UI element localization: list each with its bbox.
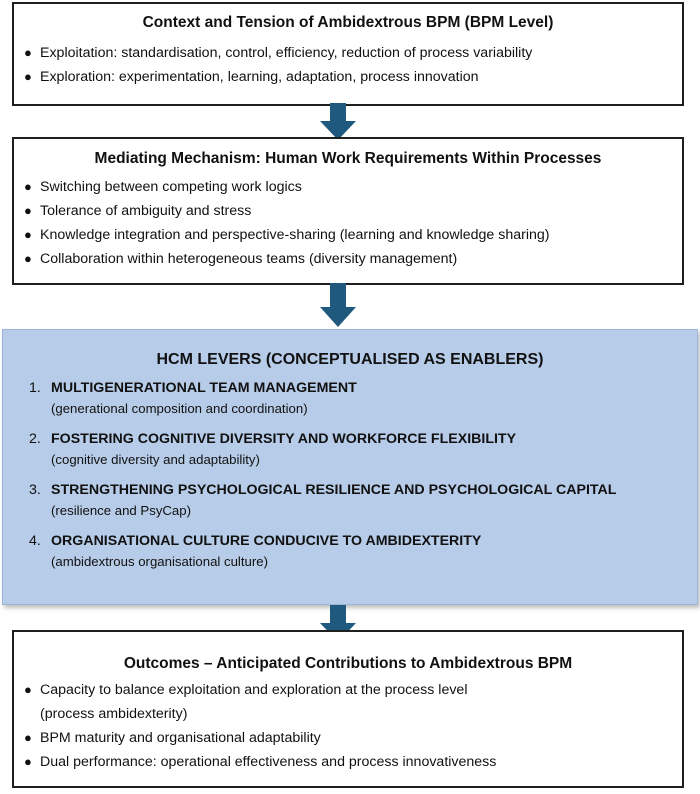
lever-description: (ambidextrous organisational culture) <box>51 554 268 569</box>
hcm-levers-box <box>2 329 698 605</box>
bullet-icon: ● <box>24 45 32 60</box>
lever-item <box>3 378 697 419</box>
down-arrow-icon <box>318 103 358 141</box>
bullet-icon: ● <box>24 730 32 745</box>
list-item: ● Knowledge integration and perspective-sharing (learning and knowledge sharing) <box>14 223 682 247</box>
lever-title: MULTIGENERATIONAL TEAM MANAGEMENT <box>51 380 357 396</box>
lever-description: (generational composition and coordination) <box>51 401 308 416</box>
context-tension-title: Context and Tension of Ambidextrous BPM (BPM Level) <box>142 14 554 31</box>
list-item: ● Dual performance: operational effectiveness and process innovativeness <box>14 750 682 774</box>
outcomes-list <box>14 678 682 774</box>
mediating-mechanism-list <box>14 175 682 271</box>
bullet-icon: ● <box>24 227 32 242</box>
lever-number: 3. <box>29 482 41 498</box>
bullet-icon: ● <box>24 203 32 218</box>
lever-title: FOSTERING COGNITIVE DIVERSITY AND WORKFORCE FLEXIBILITY <box>51 431 517 447</box>
list-item: ● Tolerance of ambiguity and stress <box>14 199 682 223</box>
bullet-icon: ● <box>24 251 32 266</box>
list-item: ● Exploration: experimentation, learning, adaptation, process innovation <box>14 65 682 89</box>
lever-number: 2. <box>29 431 41 447</box>
lever-title: STRENGTHENING PSYCHOLOGICAL RESILIENCE AND PSYCHOLOGICAL CAPITAL <box>51 482 617 498</box>
mediating-mechanism-title: Mediating Mechanism: Human Work Requirements Within Processes <box>94 150 602 167</box>
lever-item <box>3 480 697 521</box>
down-arrow-icon <box>318 283 358 328</box>
outcomes-box <box>12 630 684 788</box>
hcm-levers-title: HCM LEVERS (CONCEPTUALISED AS ENABLERS) <box>156 351 544 368</box>
lever-item <box>3 531 697 572</box>
list-item: ● Collaboration within heterogeneous teams (diversity management) <box>14 247 682 271</box>
list-item: ● Capacity to balance exploitation and exploration at the process level (process ambidexterity) <box>14 678 682 726</box>
list-item: ● BPM maturity and organisational adaptability <box>14 726 682 750</box>
list-item: ● Exploitation: standardisation, control, efficiency, reduction of process variability <box>14 41 682 65</box>
hcm-levers-list <box>3 378 697 572</box>
bullet-icon: ● <box>24 69 32 84</box>
lever-number: 4. <box>29 533 41 549</box>
lever-title: ORGANISATIONAL CULTURE CONDUCIVE TO AMBIDEXTERITY <box>51 533 482 549</box>
context-tension-list <box>14 41 682 89</box>
lever-description: (cognitive diversity and adaptability) <box>51 452 260 467</box>
lever-description: (resilience and PsyCap) <box>51 503 191 518</box>
lever-item <box>3 429 697 470</box>
list-item: ● Switching between competing work logics <box>14 175 682 199</box>
bullet-icon: ● <box>24 179 32 194</box>
bullet-icon: ● <box>24 682 32 697</box>
context-tension-box <box>12 2 684 106</box>
bullet-icon: ● <box>24 754 32 769</box>
mediating-mechanism-box <box>12 137 684 285</box>
outcomes-title: Outcomes – Anticipated Contributions to Ambidextrous BPM <box>123 655 573 672</box>
lever-number: 1. <box>29 380 41 396</box>
